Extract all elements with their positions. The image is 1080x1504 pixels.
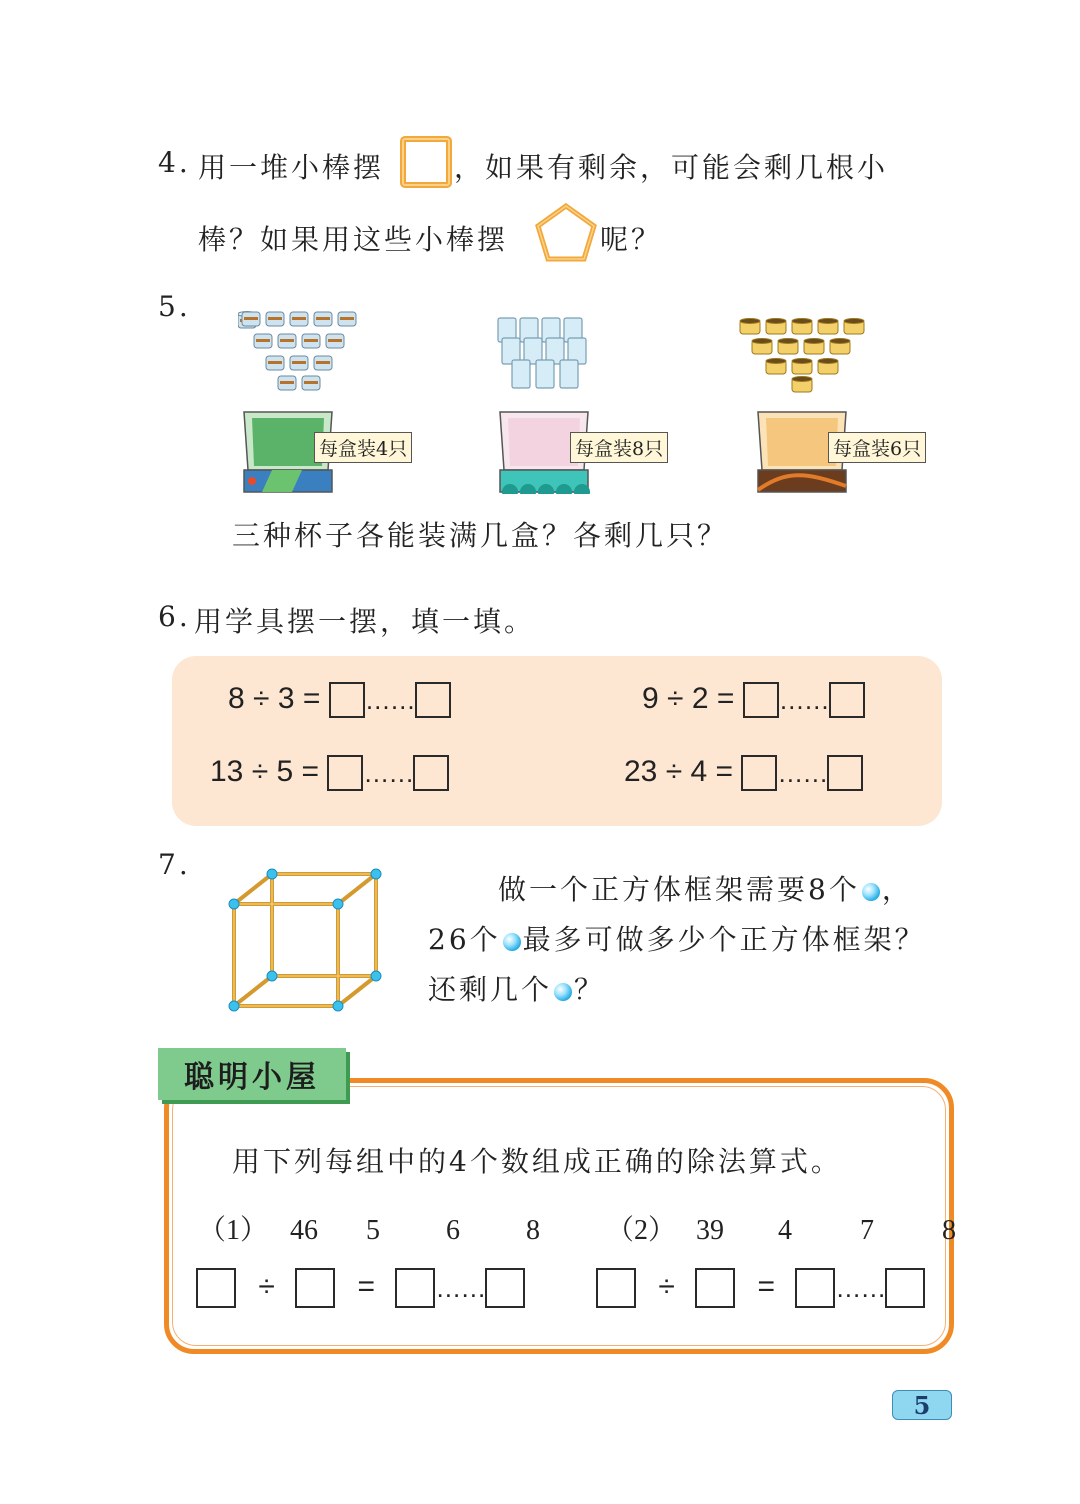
number: 5 — [366, 1215, 381, 1246]
number: 6 — [446, 1215, 461, 1246]
ball-icon — [503, 933, 521, 951]
remainder-box[interactable] — [413, 755, 449, 791]
answer-box[interactable] — [327, 755, 363, 791]
number: 39 — [696, 1215, 725, 1246]
ball-icon — [862, 883, 880, 901]
remainder-box[interactable] — [827, 755, 863, 791]
remainder-box[interactable] — [885, 1268, 925, 1308]
ball-icon — [554, 983, 572, 1001]
q4-line2-b: 呢？ — [600, 223, 663, 256]
group-2-label: （2） — [606, 1215, 677, 1246]
box-2-label: 每盒装8只 — [570, 432, 668, 463]
q7-line3-a: 还剩几个 — [428, 973, 553, 1006]
divisor-box[interactable] — [295, 1268, 335, 1308]
div-sign: ÷ — [258, 1269, 275, 1303]
dots: …… — [364, 684, 415, 715]
answer-box[interactable] — [743, 682, 779, 718]
dividend-box[interactable] — [196, 1268, 236, 1308]
smart-room-instruction: 用下列每组中的4个数组成正确的除法算式。 — [232, 1145, 842, 1178]
group-2-numbers — [606, 1208, 956, 1248]
q7-line2 — [428, 918, 926, 958]
q7-number: 7. — [158, 848, 191, 881]
q5-question: 三种杯子各能装满几盒？各剩几只？ — [232, 519, 729, 552]
equation-row — [642, 682, 865, 718]
q7-line1-end: ， — [881, 873, 913, 906]
dividend-box[interactable] — [596, 1268, 636, 1308]
smart-room-title: 聪明小屋 — [158, 1048, 346, 1100]
number: 46 — [290, 1215, 319, 1246]
equation-text: 13 ÷ 5 = — [210, 755, 320, 788]
remainder-box[interactable] — [485, 1268, 525, 1308]
number: 8 — [526, 1215, 541, 1246]
div-sign: ÷ — [658, 1269, 675, 1303]
equals-sign: = — [357, 1269, 376, 1303]
equals-sign: = — [757, 1269, 776, 1303]
equation-row — [210, 755, 449, 791]
remainder-box[interactable] — [415, 682, 451, 718]
answer-box[interactable] — [329, 682, 365, 718]
dots: …… — [777, 757, 828, 788]
page-number: 5 — [892, 1390, 952, 1420]
quotient-box[interactable] — [395, 1268, 435, 1308]
dots: …… — [363, 757, 414, 788]
answer-box[interactable] — [741, 755, 777, 791]
remainder-box[interactable] — [829, 682, 865, 718]
glasses-illustration — [496, 316, 590, 390]
q7-line1-text: 做一个正方体框架需要8个 — [498, 873, 860, 906]
number: 7 — [860, 1215, 875, 1246]
q6-title: 用学具摆一摆，填一填。 — [194, 605, 536, 638]
q4-number: 4. — [158, 146, 191, 179]
box-1-label: 每盒装4只 — [314, 432, 412, 463]
q4-line1-b: ，如果有剩余，可能会剩几根小 — [454, 151, 889, 184]
group-1-label: （1） — [198, 1215, 269, 1246]
teacups-illustration — [238, 310, 364, 402]
q7-line3-b: ？ — [574, 973, 606, 1006]
number: 8 — [942, 1215, 957, 1246]
mugs-illustration — [738, 318, 888, 398]
q7-line3 — [428, 968, 605, 1008]
group-1-equation — [196, 1268, 525, 1308]
q7-line2-b: 最多可做多少个正方体框架？ — [522, 923, 926, 956]
q5-number: 5. — [158, 290, 191, 323]
box-3-label: 每盒装6只 — [828, 432, 926, 463]
q6-number: 6. — [158, 600, 191, 633]
square-sticks-icon — [400, 136, 454, 190]
divisor-box[interactable] — [695, 1268, 735, 1308]
group-1-numbers — [198, 1208, 540, 1248]
number: 4 — [778, 1215, 793, 1246]
q4-line1-a: 用一堆小棒摆 — [198, 151, 385, 184]
equation-text: 8 ÷ 3 = — [228, 682, 321, 715]
dots: …… — [778, 684, 829, 715]
q4-line2-a: 棒？如果用这些小棒摆 — [198, 223, 509, 256]
equation-text: 23 ÷ 4 = — [624, 755, 734, 788]
dots: …… — [435, 1272, 486, 1303]
dots: …… — [835, 1272, 886, 1303]
q7-line2-a: 26个 — [428, 923, 501, 956]
quotient-box[interactable] — [795, 1268, 835, 1308]
equation-row — [624, 755, 863, 791]
pentagon-sticks-icon — [534, 202, 598, 264]
group-2-equation — [596, 1268, 925, 1308]
equation-row — [228, 682, 451, 718]
q7-line1 — [498, 868, 913, 908]
equation-text: 9 ÷ 2 = — [642, 682, 735, 715]
cube-frame-illustration — [222, 864, 390, 1020]
